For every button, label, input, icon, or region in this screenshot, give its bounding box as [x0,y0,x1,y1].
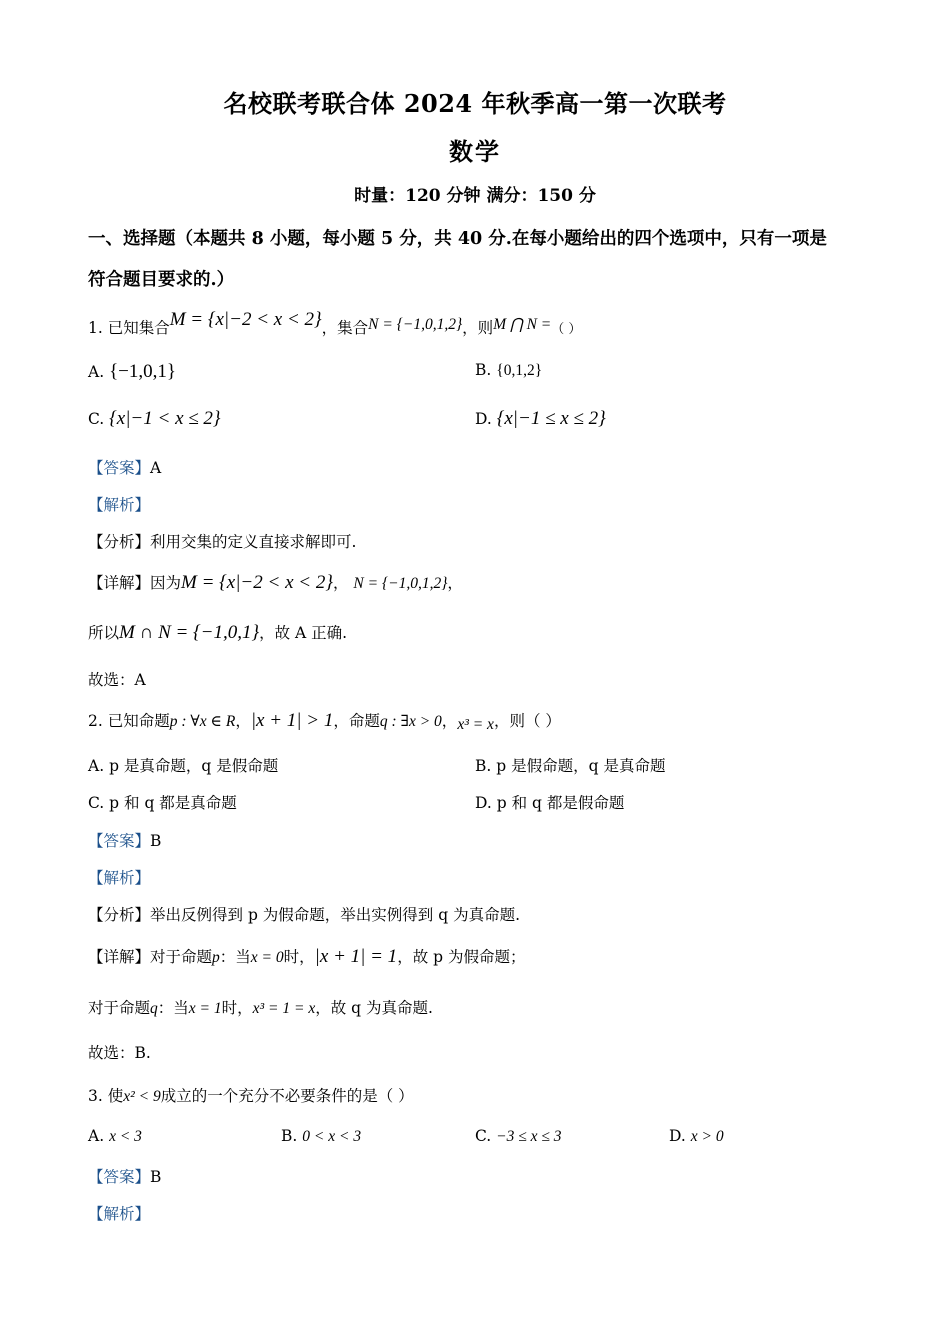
q1-jiexi: 【解析】 [88,496,151,514]
question-2-stem: 2. 已知命题p : ∀x ∈ R，|x + 1| > 1，命题q : ∃x > 0，x³ = x，则（ ） [88,710,561,733]
set-m-expr: M = {x|−2 < x < 2} [169,309,322,330]
time-info: 时量：120 分钟 满分：150 分 [354,186,596,206]
q1-option-d: D. {x|−1 ≤ x ≤ 2} [475,408,606,429]
q1-analysis: 【分析】利用交集的定义直接求解即可. [88,533,357,551]
q2-detail-1: 【详解】对于命题p：当x = 0时，|x + 1| = 1，故 p 为假命题； [88,946,526,967]
q3-option-c: C. −3 ≤ x ≤ 3 [475,1127,562,1145]
q2-option-c: C. p 和 q 都是真命题 [88,794,237,812]
q3-option-a: A. x < 3 [88,1127,142,1145]
abs-expr: |x + 1| > 1 [250,710,334,731]
prop-p-expr: p : ∀x ∈ R [169,713,236,730]
q2-option-a: A. p 是真命题，q 是假命题 [88,757,279,775]
q3-option-d: D. x > 0 [669,1127,724,1145]
q3-answer: 【答案】B [88,1168,162,1186]
q2-choose: 故选：B. [88,1044,151,1062]
intersection-expr: M ⋂ N = [493,316,552,333]
q3-jiexi: 【解析】 [88,1205,151,1223]
q2-analysis: 【分析】举出反例得到 p 为假命题，举出实例得到 q 为真命题. [88,906,520,924]
question-3-stem: 3. 使x² < 9成立的一个充分不必要条件的是（ ） [88,1087,414,1105]
q1-answer: 【答案】A [88,459,162,477]
q1-choose: 故选：A [88,671,146,689]
section-header-line1: 一、选择题（本题共 8 小题，每小题 5 分，共 40 分.在每小题给出的四个选项中，只有一项是 [88,229,827,249]
q1-option-c: C. {x|−1 < x ≤ 2} [88,408,221,429]
q1-option-a: A. {−1,0,1} [88,361,177,382]
cube-expr: x³ = x [457,716,494,733]
q2-jiexi: 【解析】 [88,869,151,887]
square-expr: x² < 9 [123,1088,161,1105]
q2-option-d: D. p 和 q 都是假命题 [475,794,625,812]
q1-detail-so: 所以M ∩ N = {−1,0,1}，故 A 正确. [88,622,348,643]
exam-title: 名校联考联合体 2024 年秋季高一第一次联考 [223,89,727,118]
q1-detail: 【详解】因为M = {x|−2 < x < 2}， N = {−1,0,1,2}， [88,572,463,593]
q1-option-b: B. {0,1,2} [475,361,543,379]
q2-answer: 【答案】B [88,832,162,850]
prop-q-expr: q : ∃x > 0 [379,713,442,730]
q3-option-b: B. 0 < x < 3 [281,1127,362,1145]
q2-detail-2: 对于命题q：当x = 1时，x³ = 1 = x，故 q 为真命题. [88,999,433,1017]
question-1-stem: 1. 已知集合M = {x|−2 < x < 2}，集合N = {−1,0,1,2}，则M ⋂ N =（ ） [88,309,582,337]
q2-option-b: B. p 是假命题，q 是真命题 [475,757,666,775]
subject-title: 数学 [449,137,501,166]
set-n-expr: N = {−1,0,1,2} [368,316,463,333]
section-header-line2: 符合题目要求的.） [88,270,235,290]
